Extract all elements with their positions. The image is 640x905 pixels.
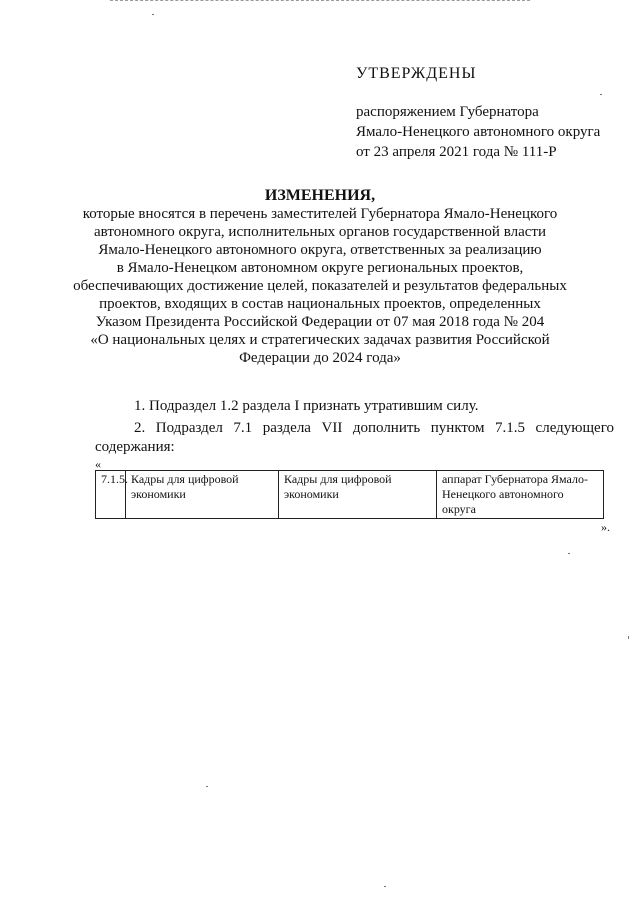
quote-open-mark: «: [95, 457, 101, 471]
approval-block: [356, 64, 616, 162]
table-row: [96, 471, 604, 519]
scan-speck: [600, 94, 602, 95]
quote-close-mark: ».: [601, 520, 610, 534]
heading-line: Указом Президента Российской Федерации от 07 мая 2018 года № 204: [95, 314, 545, 330]
approval-line: от 23 апреля 2021 года № 111-Р: [356, 144, 557, 160]
scan-speck: [384, 886, 386, 887]
heading-line: которые вносятся в перечень заместителей Губернатора Ямало-Ненецкого: [82, 206, 558, 222]
paragraph-2: 2. Подраздел 7.1 раздела VII дополнить пунктом 7.1.5 следующего: [134, 420, 614, 436]
scan-speck: [568, 553, 570, 554]
scan-speck: [206, 786, 208, 787]
top-scan-rule: [110, 0, 530, 1]
federal-project-cell: Кадры для цифровой экономики: [279, 471, 437, 519]
heading-line: в Ямало-Ненецком автономном округе региональных проектов,: [116, 260, 524, 276]
heading-line: обеспечивающих достижение целей, показателей и результатов федеральных: [73, 278, 567, 294]
document-title: ИЗМЕНЕНИЯ,: [264, 187, 376, 204]
changes-table: [95, 470, 604, 519]
heading-line: Федерации до 2024 года»: [239, 350, 401, 366]
paragraph-1: 1. Подраздел 1.2 раздела I признать утратившим силу.: [134, 398, 479, 414]
approval-title: УТВЕРЖДЕНЫ: [356, 65, 477, 82]
scan-speck: [152, 14, 154, 15]
approval-line: Ямало-Ненецкого автономного округа: [356, 124, 601, 140]
heading-line: автономного округа, исполнительных органов государственной власти: [94, 224, 546, 240]
document-heading: [60, 186, 580, 367]
scan-speck: [628, 636, 629, 639]
paragraph-2-continuation: содержания:: [95, 439, 175, 455]
heading-line: «О национальных целях и стратегических задачах развития Российской: [90, 332, 550, 348]
row-number-cell: 7.1.5.: [96, 471, 126, 519]
heading-line: Ямало-Ненецкого автономного округа, ответственных за реализацию: [98, 242, 542, 258]
approval-line: распоряжением Губернатора: [356, 104, 539, 120]
regional-project-cell: Кадры для цифровой экономики: [126, 471, 279, 519]
responsible-body-cell: аппарат Губернатора Ямало-Ненецкого автономного округа: [437, 471, 604, 519]
heading-line: проектов, входящих в состав национальных проектов, определенных: [99, 296, 541, 312]
